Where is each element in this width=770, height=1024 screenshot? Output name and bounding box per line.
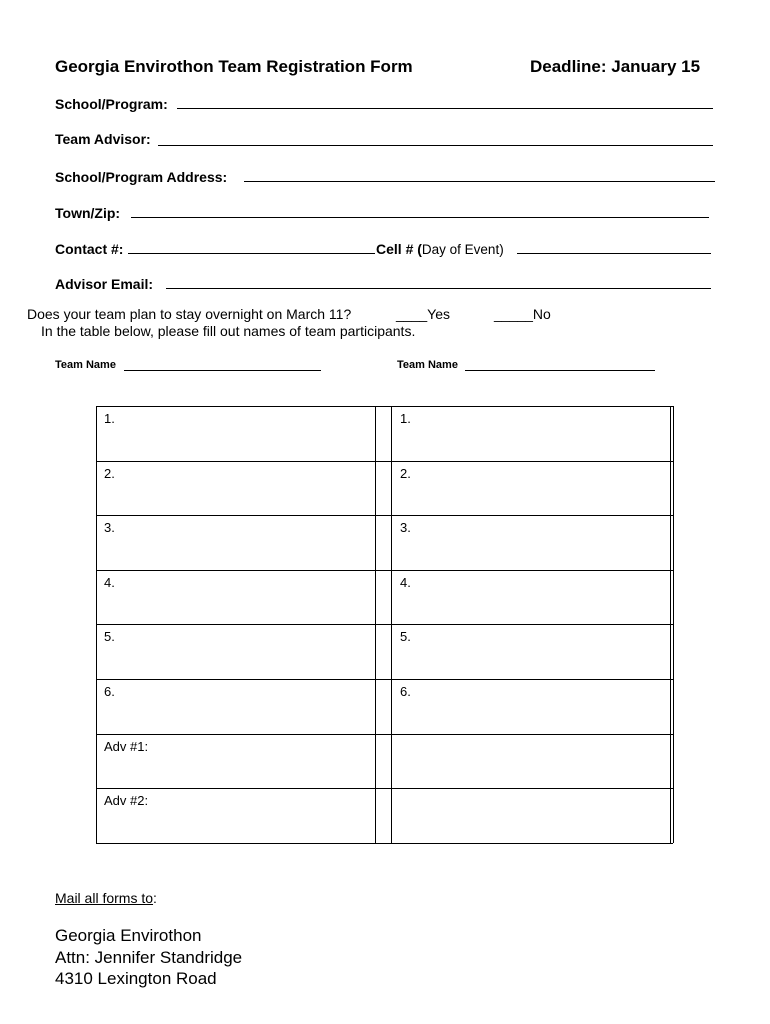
- row-divider: [96, 624, 673, 625]
- left-cell-adv1[interactable]: Adv #1:: [104, 739, 149, 754]
- mail-address-line-3: 4310 Lexington Road: [55, 969, 217, 988]
- team-advisor-field[interactable]: [158, 145, 713, 146]
- table-border-right-2: [673, 406, 674, 843]
- school-address-label: School/Program Address:: [55, 169, 228, 185]
- team-name-right-label: Team Name: [397, 359, 458, 371]
- team-advisor-label: Team Advisor:: [55, 131, 151, 147]
- table-border-top: [96, 406, 673, 407]
- cell-label-prefix: Cell # (: [376, 241, 422, 257]
- mail-address-line-2: Attn: Jennifer Standridge: [55, 948, 243, 967]
- cell-label-suffix: Day of Event): [421, 242, 504, 257]
- right-cell-3[interactable]: 3.: [400, 520, 411, 535]
- mail-label-text: Mail all forms to: [55, 890, 154, 906]
- row-divider: [96, 679, 673, 680]
- contact-field[interactable]: [128, 253, 375, 254]
- left-cell-adv2[interactable]: Adv #2:: [104, 793, 149, 808]
- overnight-no-option[interactable]: _____No: [494, 306, 551, 322]
- team-name-left-field[interactable]: [124, 370, 321, 371]
- form-title: Georgia Envirothon Team Registration Form: [55, 57, 413, 76]
- left-cell-5[interactable]: 5.: [104, 629, 115, 644]
- cell-label: [376, 241, 504, 259]
- right-cell-6[interactable]: 6.: [400, 684, 411, 699]
- participants-table: [96, 406, 676, 844]
- row-divider: [96, 788, 673, 789]
- deadline-text: Deadline: January 15: [530, 57, 701, 76]
- left-cell-1[interactable]: 1.: [104, 411, 115, 426]
- mail-label-colon: :: [153, 890, 157, 906]
- row-divider: [96, 570, 673, 571]
- mail-address-line-1: Georgia Envirothon: [55, 926, 202, 945]
- contact-label: Contact #:: [55, 241, 124, 257]
- team-name-left-label: Team Name: [55, 359, 116, 371]
- town-zip-label: Town/Zip:: [55, 205, 121, 221]
- left-cell-2[interactable]: 2.: [104, 466, 115, 481]
- team-name-right-field[interactable]: [465, 370, 655, 371]
- row-divider: [96, 734, 673, 735]
- right-cell-4[interactable]: 4.: [400, 575, 411, 590]
- mail-label: [55, 890, 157, 906]
- school-program-field[interactable]: [177, 108, 713, 109]
- advisor-email-label: Advisor Email:: [55, 276, 154, 292]
- row-divider: [96, 515, 673, 516]
- right-cell-5[interactable]: 5.: [400, 629, 411, 644]
- left-cell-6[interactable]: 6.: [104, 684, 115, 699]
- advisor-email-field[interactable]: [166, 288, 711, 289]
- left-cell-4[interactable]: 4.: [104, 575, 115, 590]
- school-program-label: School/Program:: [55, 96, 168, 112]
- cell-field[interactable]: [517, 253, 711, 254]
- table-border-bottom: [96, 843, 673, 844]
- left-cell-3[interactable]: 3.: [104, 520, 115, 535]
- school-address-field[interactable]: [244, 181, 715, 182]
- overnight-yes-option[interactable]: ____Yes: [396, 306, 450, 322]
- row-divider: [96, 461, 673, 462]
- right-cell-1[interactable]: 1.: [400, 411, 411, 426]
- town-zip-field[interactable]: [131, 217, 709, 218]
- right-cell-2[interactable]: 2.: [400, 466, 411, 481]
- overnight-question: Does your team plan to stay overnight on March 11?: [27, 306, 352, 322]
- table-instruction: In the table below, please fill out names of team participants.: [41, 323, 416, 339]
